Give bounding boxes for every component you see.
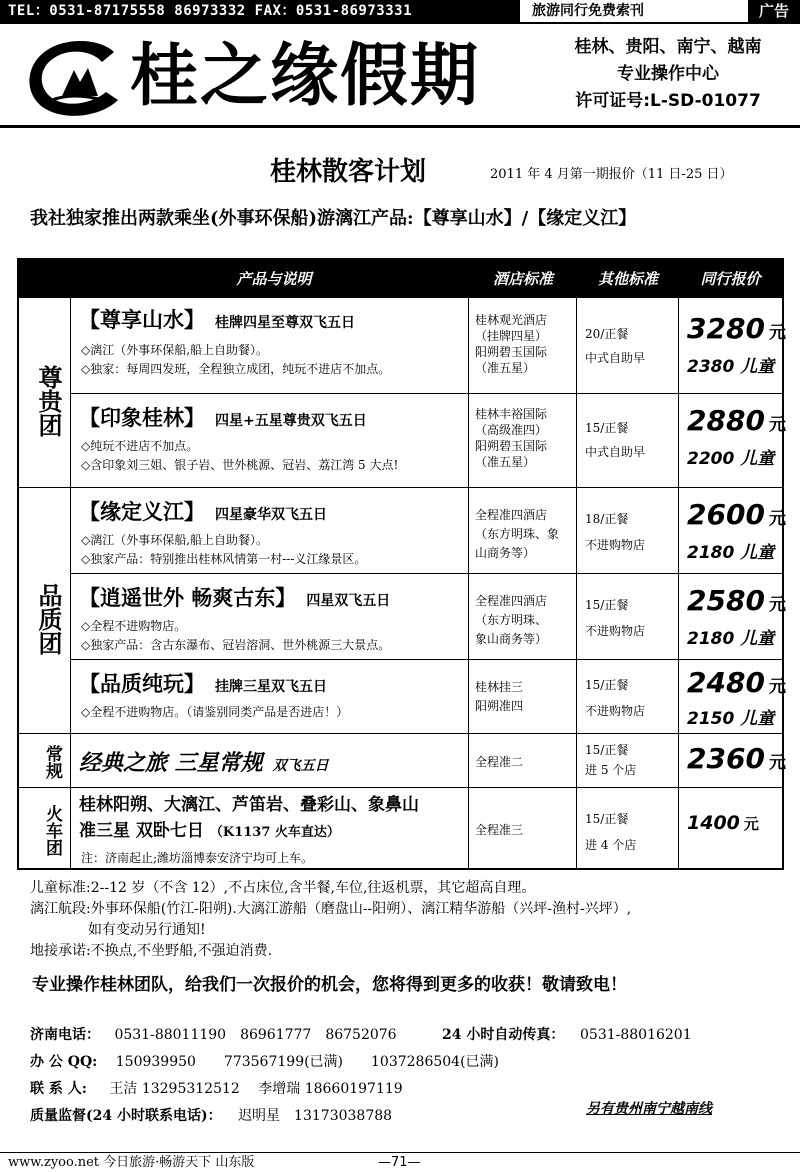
hotel-text: 全程准二 (475, 755, 524, 769)
product-bullet: ◇独家产品：含古东瀑布、冠岩溶洞、世外桃源三大景点。 (81, 638, 391, 652)
other-text: 15/正餐 进 4 个店 (585, 812, 637, 852)
price-adult: 2880 元 (687, 404, 786, 437)
fax-label: 24 小时自动传真： (442, 1027, 565, 1043)
quality-contact: 迟明星 13173038788 (238, 1108, 393, 1124)
other-text: 15/正餐 中式自助早 (585, 421, 646, 459)
product-bullet: ◇含印象刘三姐、银子岩、世外桃源、冠岩、荔江湾 5 大点! (81, 458, 399, 472)
note-promise: 地接承诺:不换点,不坐野船,不强迫消费. (30, 943, 273, 959)
center-text: 专业操作中心 (617, 64, 719, 84)
brand-info (540, 34, 796, 115)
license-text: 许可证号:L-SD-01077 (575, 91, 761, 111)
contact-numbers: TEL：0531-87175558 86973332 FAX：0531-86973331 (0, 0, 520, 22)
quality-label: 质量监督(24 小时联系电话)： (30, 1108, 222, 1124)
other-text: 20/正餐 中式自助早 (585, 327, 646, 365)
col-hotel: 酒店标准 (492, 270, 553, 288)
table-header (19, 260, 782, 298)
price-adult: 2360 元 (687, 742, 786, 775)
hotel-text: 桂林观光酒店 （挂牌四星） 阳朔碧玉国际 （准五星） (475, 313, 548, 375)
free-index-label: 旅游同行免费索刊 (532, 3, 644, 19)
product-bullet: ◇独家产品：特别推出桂林风情第一村---义江缘景区。 (81, 552, 367, 566)
qq-numbers: 150939950 773567199(已满) 1037286504(已满) (115, 1054, 500, 1070)
regions-text: 桂林、贵阳、南宁、越南 (574, 37, 762, 57)
price-adult: 3280 元 (687, 312, 786, 345)
product-name: 桂林阳朔、大漓江、芦笛岩、叠彩山、象鼻山 准三星 双卧七日 （K1137 火车直达） (79, 795, 419, 841)
product-name: 经典之旅 三星常规 双飞五日 (79, 750, 329, 776)
notes-block (30, 878, 631, 962)
page-number: —71— (378, 1155, 421, 1170)
contact-row (30, 1022, 692, 1049)
hotel-text: 桂林挂三 阳朔准四 (475, 680, 524, 713)
contact-row (30, 1049, 499, 1076)
other-text: 15/正餐 进 5 个店 (585, 743, 637, 777)
jinan-phones: 0531-88011190 86961777 86752076 (114, 1027, 397, 1043)
price-child: 2180 儿童 (687, 543, 775, 563)
qq-label: 办 公 QQ: (30, 1054, 98, 1070)
group-label: 尊贵团 (34, 365, 63, 437)
product-bullet: ◇漓江（外事环保船,船上自助餐）。 (81, 343, 269, 357)
fax-number: 0531-88016201 (580, 1027, 692, 1043)
hotel-text: 全程准四酒店 （东方明珠、象 山商务等） (475, 508, 560, 560)
product-name: 【逍遥世外 畅爽古东】 四星双飞五日 (79, 585, 391, 610)
slogan-text: 专业操作桂林团队，给我们一次报价的机会，您将得到更多的收获！敬请致电！ (32, 975, 627, 995)
jinan-label: 济南电话： (30, 1027, 100, 1043)
group-label: 火车团 (42, 804, 62, 856)
price-adult: 2480 元 (687, 666, 786, 699)
person-label: 联 系 人: (30, 1081, 87, 1097)
other-text: 15/正餐 不进购物店 (585, 598, 646, 638)
note-change: 如有变动另行通知! (88, 922, 206, 938)
hotel-text: 全程准三 (475, 823, 524, 837)
other-text: 18/正餐 不进购物店 (585, 512, 646, 552)
price-adult: 1400 元 (687, 812, 759, 834)
product-bullet: ◇全程不进购物店。 (81, 619, 187, 633)
ad-badge: 广告 (748, 0, 800, 22)
price-adult: 2600 元 (687, 498, 786, 531)
footer-site: www.zyoo.net 今日旅游·畅游天下 山东版 (8, 1155, 255, 1170)
col-product: 产品与说明 (236, 270, 312, 288)
price-adult: 2580 元 (687, 584, 786, 617)
page-footer (0, 1152, 800, 1172)
contact-row (30, 1076, 499, 1103)
product-name: 【缘定义江】 四星豪华双飞五日 (79, 499, 327, 524)
other-lines-link: 另有贵州南宁越南线 (586, 1101, 712, 1117)
logo-icon (22, 34, 126, 122)
price-child: 2200 儿童 (687, 449, 775, 469)
plan-title: 桂林散客计划 (270, 157, 427, 187)
note-river: 漓江航段:外事环保船(竹江-阳朔).大漓江游船（磨盘山--阳朔）、漓江精华游船（兴坪-渔村-兴坪）, (30, 901, 632, 917)
col-price: 同行报价 (700, 270, 761, 288)
group-label: 品质团 (34, 583, 63, 655)
product-name: 【印象桂林】 四星+五星尊贵双飞五日 (79, 405, 367, 430)
other-text: 15/正餐 不进购物店 (585, 678, 646, 718)
note-child: 儿童标准:2--12 岁（不含 12）,不占床位,含半餐,车位,往返机票，其它超高自理。 (30, 880, 536, 896)
group-label: 常规 (42, 745, 62, 779)
col-other: 其他标准 (597, 270, 658, 288)
product-bullet: ◇全程不进购物店。（请鉴别同类产品是否进店！） (81, 705, 349, 719)
top-bar (0, 0, 800, 24)
intro-text: 我社独家推出两款乘坐(外事环保船)游漓江产品:【尊享山水】/【缘定义江】 (30, 208, 637, 229)
product-bullet: ◇独家：每周四发班，全程独立成团，纯玩不进店不加点。 (81, 362, 391, 376)
hotel-text: 桂林丰裕国际 （高级准四） 阳朔碧玉国际 （准五星） (475, 407, 548, 469)
brand-name: 桂之缘假期 (130, 36, 481, 116)
hotel-text: 全程准四酒店 （东方明珠、 象山商务等） (475, 594, 548, 646)
plan-title-row (0, 152, 800, 196)
product-bullet: ◇纯玩不进店不加点。 (81, 439, 199, 453)
person-contacts: 王洁 13295312512 李增瑞 18660197119 (109, 1081, 403, 1097)
product-bullet: 注：济南起止;潍坊淄博泰安济宁均可上车。 (81, 851, 314, 865)
price-table (17, 258, 784, 870)
price-child: 2180 儿童 (687, 629, 775, 649)
product-name: 【尊享山水】 桂牌四星至尊双飞五日 (79, 307, 355, 332)
price-child: 2380 儿童 (687, 357, 775, 377)
product-name: 【品质纯玩】 挂牌三星双飞五日 (79, 671, 327, 696)
plan-period: 2011 年 4 月第一期报价（11 日-25 日） (490, 167, 733, 182)
brand-header (0, 26, 800, 128)
train-note: （K1137 火车直达） (209, 825, 340, 840)
product-bullet: ◇漓江（外事环保船,船上自助餐）。 (81, 533, 269, 547)
price-child: 2150 儿童 (687, 709, 775, 729)
contact-row (30, 1103, 499, 1130)
